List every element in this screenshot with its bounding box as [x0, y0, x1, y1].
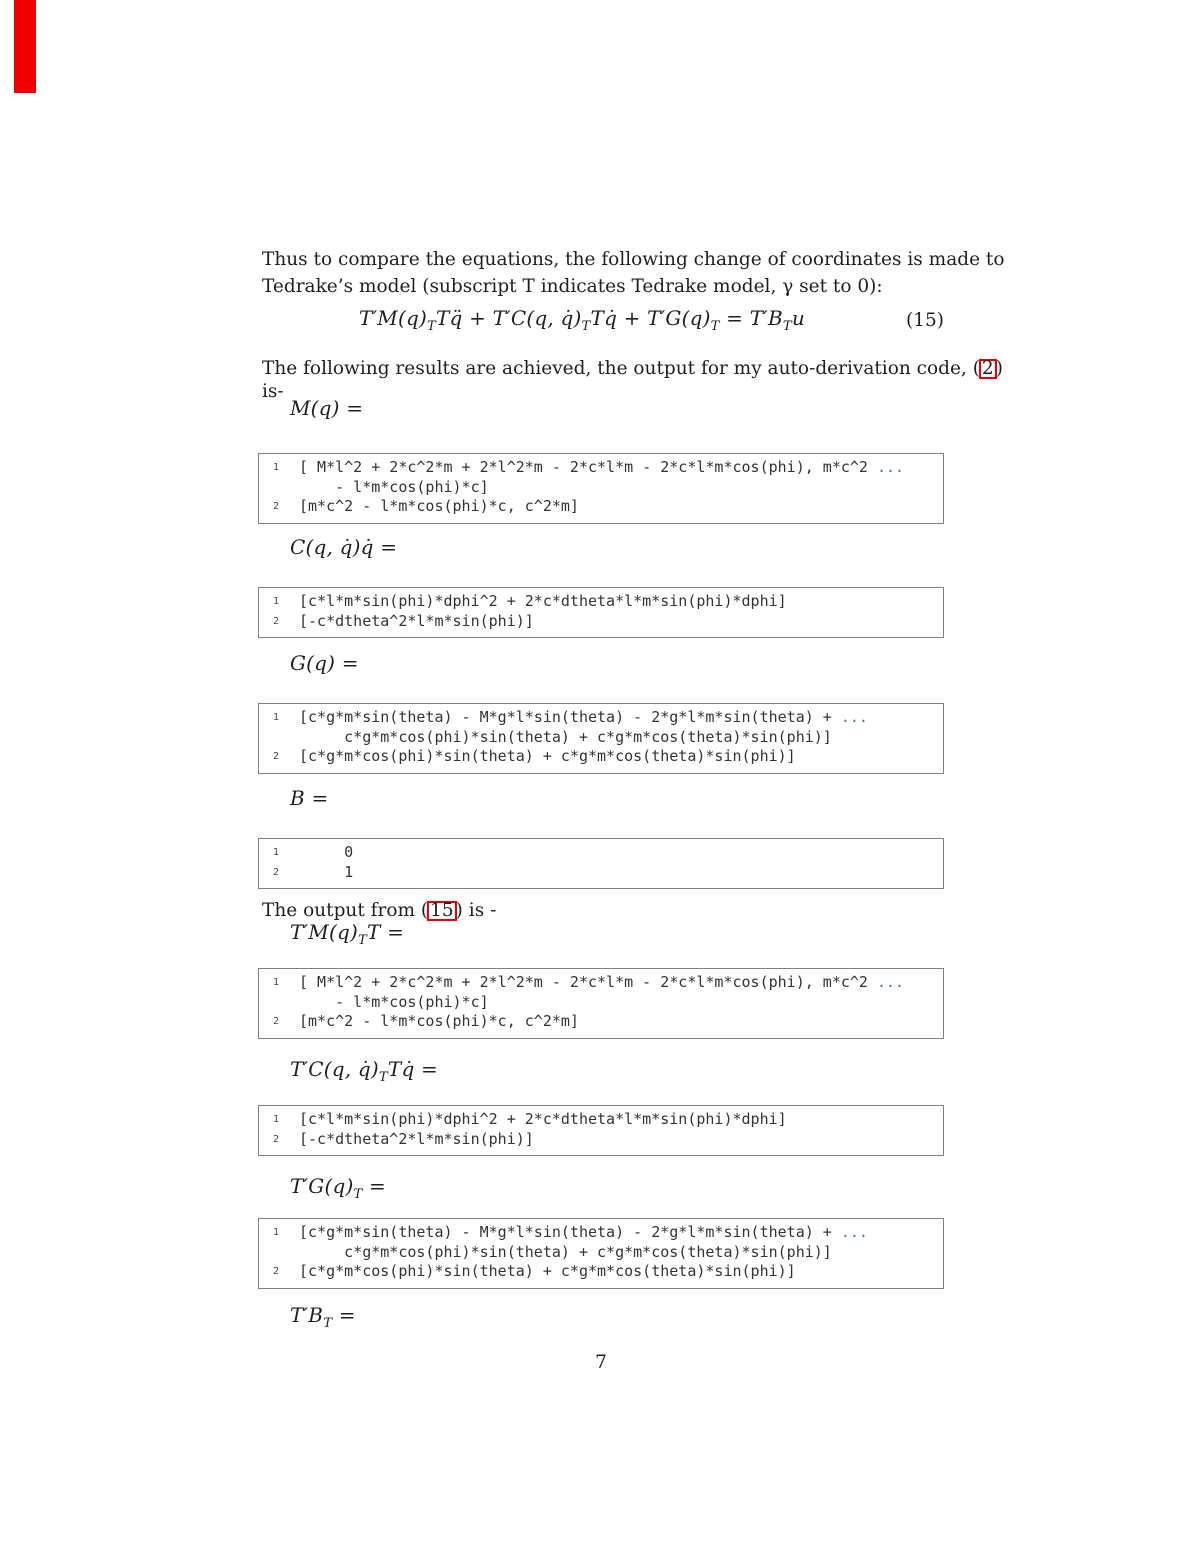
line-number: 1	[272, 712, 280, 723]
line-number: 2	[272, 1133, 280, 1145]
line-number: 1	[272, 1114, 280, 1125]
line-number	[267, 728, 285, 748]
math-label-tb: $T'B_T$ =	[290, 1303, 356, 1331]
line-number: 2	[272, 1016, 280, 1027]
continuation-dots: ...	[840, 708, 868, 726]
ref-link-15[interactable]: 15	[427, 901, 457, 921]
continuation-dots: ...	[876, 458, 905, 476]
code-line	[267, 458, 935, 478]
code-line	[267, 1130, 935, 1150]
intro-line-1: Thus to compare the equations, the following change of coordinates is made to	[262, 249, 1005, 270]
code-line	[267, 863, 935, 883]
code-text: [ M*l^2 + 2*c^2*m + 2*l^2*m - 2*c*l*m - 2*c*l*m*cos(phi), m*c^2 ...	[299, 973, 905, 991]
ref-link-2[interactable]: 2	[979, 359, 997, 379]
line-number: 1	[272, 462, 280, 473]
code-listing-mq	[258, 453, 944, 524]
code-line	[267, 728, 935, 748]
ref-paren-open: (	[420, 900, 429, 921]
code-text: [c*g*m*sin(theta) - M*g*l*sin(theta) - 2*g*l*m*sin(theta) + ...	[299, 1223, 868, 1241]
line-number: 1	[272, 596, 280, 607]
code-line	[267, 1110, 935, 1130]
code-listing-tmq	[258, 968, 944, 1039]
code-listing-gq	[258, 703, 944, 774]
paragraph-results-text: The following results are achieved, the output for my auto-derivation code,	[262, 358, 973, 379]
code-text: [-c*dtheta^2*l*m*sin(phi)]	[299, 1129, 534, 1148]
ref-paren-open: (	[972, 358, 980, 379]
line-number: 1	[272, 1227, 280, 1238]
code-listing-b	[258, 838, 944, 889]
code-line	[267, 497, 935, 517]
line-number: 2	[272, 751, 280, 762]
intro-line-2: Tedrake’s model (subscript T indicates Tedrake model, γ set to 0):	[262, 276, 883, 297]
code-text: [ M*l^2 + 2*c^2*m + 2*l^2*m - 2*c*l*m - 2*c*l*m*cos(phi), m*c^2 ...	[299, 458, 905, 476]
code-text: [c*g*m*cos(phi)*sin(theta) + c*g*m*cos(theta)*sin(phi)]	[299, 1262, 796, 1280]
code-text: [c*l*m*sin(phi)*dphi^2 + 2*c*dtheta*l*m*sin(phi)*dphi]	[299, 1110, 787, 1128]
code-line	[267, 592, 935, 612]
code-text: 1	[299, 862, 354, 881]
continuation-dots: ...	[840, 1223, 868, 1241]
top-left-red-bar	[14, 0, 36, 93]
code-line	[267, 708, 935, 728]
continuation-dots: ...	[876, 973, 905, 991]
line-number: 2	[272, 1266, 280, 1277]
code-listing-cq	[258, 587, 944, 638]
line-number: 2	[272, 866, 280, 878]
code-text: c*g*m*cos(phi)*sin(theta) + c*g*m*cos(theta)*sin(phi)]	[299, 1242, 832, 1261]
code-text: [m*c^2 - l*m*cos(phi)*c, c^2*m]	[299, 1012, 579, 1030]
code-text: [-c*dtheta^2*l*m*sin(phi)]	[299, 611, 534, 630]
math-label-b: B =	[290, 786, 329, 810]
equation-15	[258, 306, 944, 334]
intro-paragraph	[262, 246, 1005, 300]
code-text: [c*l*m*sin(phi)*dphi^2 + 2*c*dtheta*l*m*sin(phi)*dphi]	[299, 592, 787, 610]
code-line	[267, 1243, 935, 1263]
line-number	[267, 1243, 285, 1263]
ref-paren-close: )	[455, 900, 463, 921]
ref-paren-close: )	[995, 358, 1003, 379]
math-label-tmq: $T'M(q)_TT$ =	[290, 920, 405, 948]
code-text: c*g*m*cos(phi)*sin(theta) + c*g*m*cos(theta)*sin(phi)]	[299, 727, 832, 746]
code-text: [m*c^2 - l*m*cos(phi)*c, c^2*m]	[299, 497, 579, 515]
code-text: [c*g*m*cos(phi)*sin(theta) + c*g*m*cos(theta)*sin(phi)]	[299, 747, 796, 765]
page-number: 7	[595, 1352, 607, 1373]
math-label-mq: M(q) =	[290, 396, 364, 420]
equation-formula: $T'M(q)_TTq̈ + T'C(q$, $q̇)_TTq̇ + T'G(q)_T = T'B_Tu$	[359, 306, 805, 334]
math-label-cq: C(q, q̇)q̇ =	[290, 535, 398, 559]
math-label-tgq: $T'G(q)_T$ =	[290, 1174, 386, 1202]
code-line	[267, 1223, 935, 1243]
code-line	[267, 1012, 935, 1032]
line-number: 2	[272, 501, 280, 512]
code-line	[267, 1262, 935, 1282]
line-number	[267, 993, 285, 1013]
code-line	[267, 478, 935, 498]
code-line	[267, 843, 935, 863]
code-line	[267, 993, 935, 1013]
code-text: 0	[299, 843, 354, 861]
paragraph-output-text: The output from	[262, 900, 421, 921]
code-line	[267, 747, 935, 767]
line-number: 2	[272, 615, 280, 627]
paragraph-output-after: is -	[462, 900, 497, 921]
code-text: - l*m*cos(phi)*c]	[299, 992, 489, 1011]
code-listing-tgq	[258, 1218, 944, 1289]
math-label-gq: G(q) =	[290, 651, 359, 675]
line-number	[267, 478, 285, 498]
equation-number: (15)	[906, 309, 944, 331]
code-line	[267, 973, 935, 993]
paragraph-results-line2: is-	[262, 381, 284, 402]
code-text: - l*m*cos(phi)*c]	[299, 477, 489, 496]
line-number: 1	[272, 847, 280, 858]
code-listing-tcq	[258, 1105, 944, 1156]
code-text: [c*g*m*sin(theta) - M*g*l*sin(theta) - 2*g*l*m*sin(theta) + ...	[299, 708, 868, 726]
math-label-tcq: T′C(q, $q̇)_TTq̇$ =	[290, 1057, 438, 1085]
line-number: 1	[272, 977, 280, 988]
code-line	[267, 612, 935, 632]
